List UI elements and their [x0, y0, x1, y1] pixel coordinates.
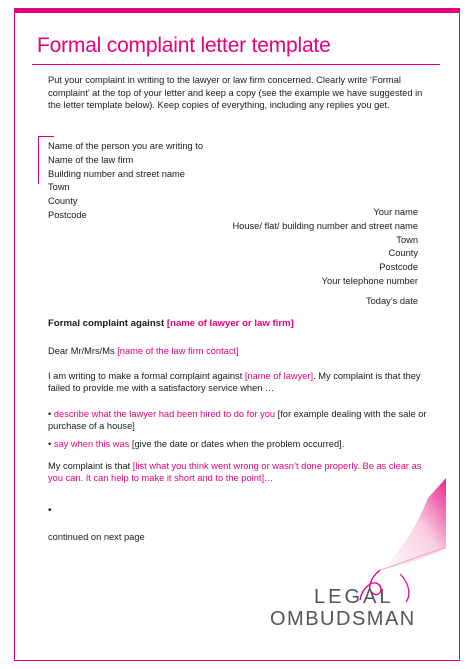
para1-text-a: I am writing to make a formal complaint against: [48, 371, 245, 381]
sender-name: Your name: [373, 207, 418, 217]
recipient-county: County: [48, 196, 78, 207]
greeting: [48, 346, 239, 356]
page-curl-graphic: [376, 478, 446, 574]
recipient-firm: Name of the law firm: [48, 154, 134, 165]
recipient-street: Building number and street name: [48, 168, 185, 179]
bullet-item-date: [48, 438, 428, 450]
subject-placeholder: [name of lawyer or law firm]: [166, 318, 294, 329]
greeting-prefix: Dear Mr/Mrs/Ms: [48, 346, 118, 356]
continued-note: continued on next page: [48, 532, 145, 542]
subject-prefix: Formal complaint against: [48, 318, 167, 329]
bullet-placeholder-date: say when this was: [53, 438, 130, 449]
recipient-name: Name of the person you are writing to: [48, 141, 204, 151]
bullet-mark: •: [48, 409, 52, 419]
para1-placeholder: [name of lawyer]: [244, 371, 314, 381]
complaint-paragraph-1: [48, 370, 428, 395]
sender-address: [232, 206, 418, 289]
empty-bullet: •: [48, 505, 52, 516]
para2-prefix: My complaint is that: [48, 461, 133, 471]
recipient-address: [48, 140, 203, 223]
sender-telephone: Your telephone number: [321, 275, 418, 286]
letter-corner-mark-top: [38, 136, 54, 137]
bullet-mark: •: [48, 438, 52, 449]
letter-date: Today’s date: [365, 296, 418, 306]
legal-ombudsman-logo: [262, 564, 442, 634]
page-title: Formal complaint letter template: [37, 34, 331, 57]
bullet-text-service: [for example dealing with the sale or purchase of a house]: [48, 409, 427, 432]
complaint-bullets: [48, 408, 428, 455]
intro-paragraph: Put your complaint in writing to the lawyer or law firm concerned. Clearly write ‘Formal complaint’ at the top of your letter and keep a copy (see the example we have suggested in the letter template below). Keep copies of everything, including any replies you get.: [48, 75, 423, 111]
logo-text-ombudsman: OMBUDSMAN: [270, 608, 416, 630]
letter-corner-mark: [38, 136, 39, 184]
bullet-item-service: [48, 408, 428, 433]
para1-text-b: . My complaint is that they failed to provide me with a satisfactory service when …: [48, 371, 421, 394]
recipient-postcode: Postcode: [48, 209, 87, 220]
sender-county: County: [388, 248, 418, 259]
sender-town: Town: [396, 234, 418, 245]
complaint-paragraph-2: [48, 460, 430, 485]
sender-postcode: Postcode: [379, 262, 418, 273]
subject-line: [48, 318, 294, 329]
title-divider: [32, 64, 440, 65]
recipient-town: Town: [48, 182, 70, 193]
para2-placeholder: [list what you think went wrong or wasn’t done properly. Be as clear as you can. It can help to make it short and to the point]…: [48, 461, 422, 484]
greeting-placeholder: [name of the law firm contact]: [117, 346, 239, 356]
sender-street: House/ flat/ building number and street name: [232, 220, 418, 231]
bullet-placeholder-service: describe what the lawyer had been hired to do for you: [53, 409, 276, 419]
bullet-text-date: [give the date or dates when the problem occurred].: [129, 438, 345, 449]
logo-text-legal: LEGAL: [314, 586, 394, 608]
